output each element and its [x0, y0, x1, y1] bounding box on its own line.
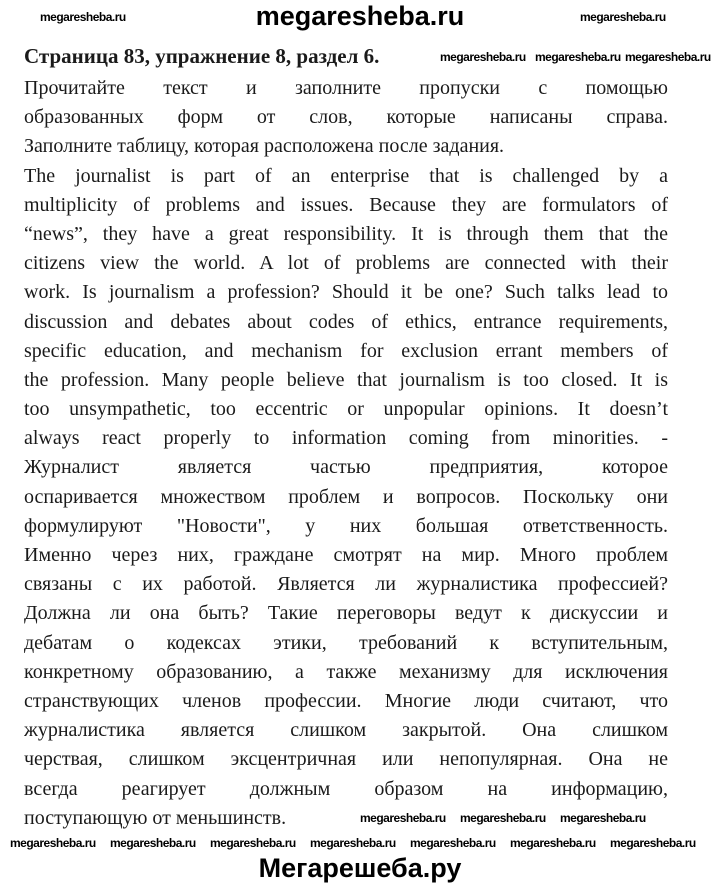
watermark: megaresheba.ru — [10, 836, 96, 850]
exercise-text — [24, 74, 668, 833]
text-line: specific education, and mechanism for exclusion errant members of — [24, 339, 668, 362]
footer-site-name: Мегарешеба.ру — [258, 853, 462, 883]
text-line: оспаривается множеством проблем и вопросов. Поскольку они — [24, 485, 668, 508]
text-line: Журналист является частью предприятия, которое — [24, 456, 668, 479]
text-line: всегда реагирует должным образом на информацию, — [24, 777, 668, 800]
watermark: megaresheba.ru — [410, 836, 496, 850]
watermark: megaresheba.ru — [440, 50, 526, 64]
watermark: megaresheba.ru — [535, 50, 621, 64]
text-line: Прочитайте текст и заполните пропуски с помощью — [24, 77, 668, 99]
watermark: megaresheba.ru — [40, 10, 126, 24]
text-line: multiplicity of problems and issues. Because they are formulators of — [24, 193, 668, 216]
text-line: журналистика является слишком закрытой. Она слишком — [24, 719, 668, 742]
text-line: work. Is journalism a profession? Should it be one? Such talks lead to — [24, 281, 668, 304]
text-line: citizens view the world. A lot of problems are connected with their — [24, 252, 668, 275]
text-line: “news”, they have a great responsibility. It is through them that the — [24, 222, 668, 245]
text-line: связаны с их работой. Является ли журналистика профессией? — [24, 573, 668, 596]
watermark: megaresheba.ru — [210, 836, 296, 850]
watermark: megaresheba.ru — [580, 10, 666, 24]
exercise-heading: Страница 83, упражнение 8, раздел 6. — [24, 44, 380, 68]
text-line: поступающую от меньшинств. — [24, 806, 287, 829]
text-line: The journalist is part of an enterprise that is challenged by a — [24, 164, 668, 187]
text-line: дебатам о кодексах этики, требований к вступительным, — [24, 631, 668, 654]
text-line: discussion and debates about codes of ethics, entrance requirements, — [24, 310, 668, 333]
watermark: megaresheba.ru — [360, 811, 446, 825]
watermark: megaresheba.ru — [510, 836, 596, 850]
watermark: megaresheba.ru — [625, 50, 711, 64]
text-line: черствая, слишком эксцентричная или непопулярная. Она не — [24, 748, 668, 771]
watermark: megaresheba.ru — [110, 836, 196, 850]
text-line: образованных форм от слов, которые написаны справа. — [24, 106, 668, 129]
text-line: too unsympathetic, too eccentric or unpopular opinions. It doesn’t — [24, 398, 668, 421]
text-line: Именно через них, граждане смотрят на мир. Много проблем — [24, 544, 668, 566]
text-line: the profession. Many people believe that journalism is too closed. It is — [24, 368, 668, 391]
watermark: megaresheba.ru — [310, 836, 396, 850]
site-title: megaresheba.ru — [255, 1, 465, 31]
watermark: megaresheba.ru — [560, 811, 646, 825]
text-line: Должна ли она быть? Такие переговоры ведут к дискуссии и — [24, 602, 668, 625]
text-line: конкретному образованию, а также механизму для исключения — [24, 660, 668, 683]
text-line: Заполните таблицу, которая расположена после задания. — [24, 135, 505, 158]
text-line: формулируют "Новости", у них большая ответственность. — [24, 514, 668, 537]
text-line: странствующих членов профессии. Многие люди считают, что — [24, 689, 668, 712]
watermark: megaresheba.ru — [460, 811, 546, 825]
watermark: megaresheba.ru — [610, 836, 696, 850]
text-line: always react properly to information coming from minorities. - — [24, 427, 668, 450]
